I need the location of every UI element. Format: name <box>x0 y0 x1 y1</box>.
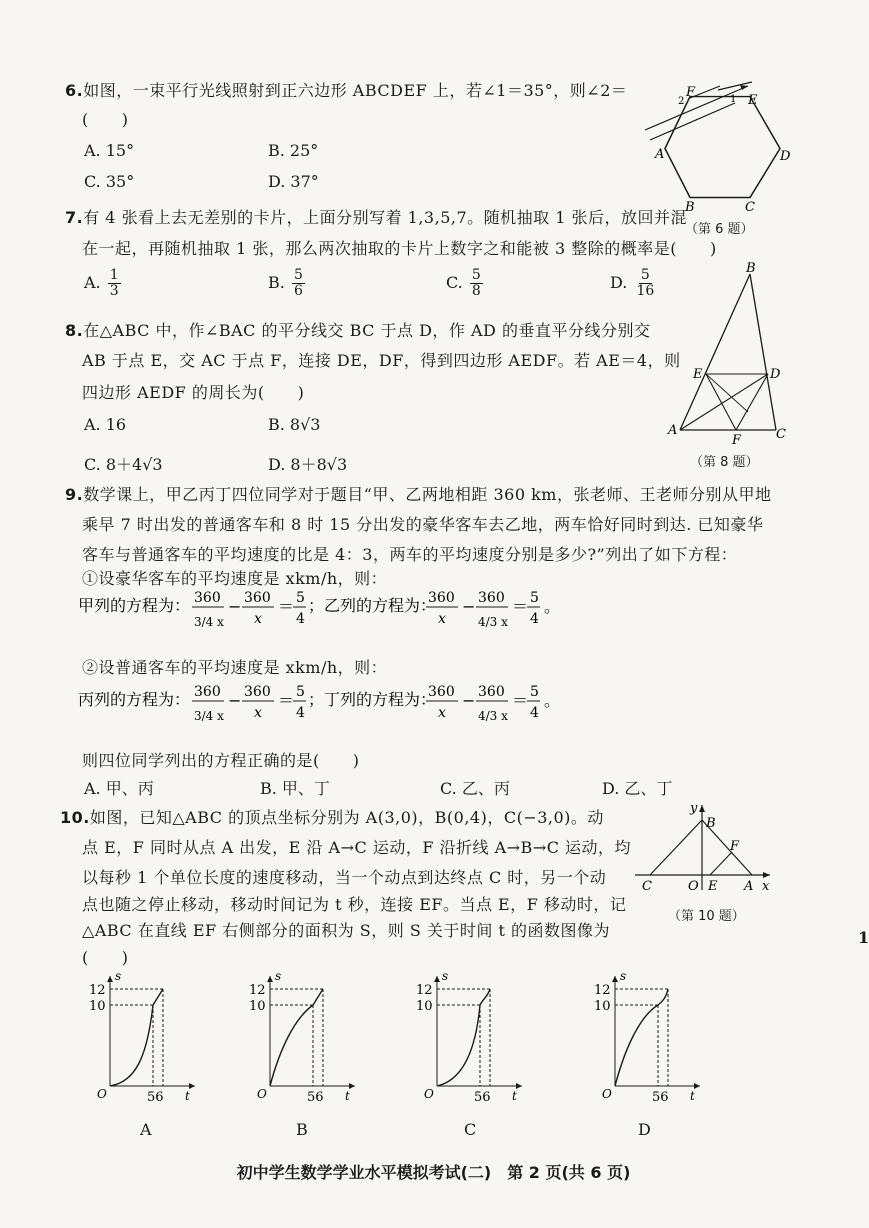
q8-label-d: D <box>770 367 781 382</box>
origin: O <box>257 1087 267 1101</box>
q7-option-d-fraction <box>634 268 656 299</box>
equals: ＝ <box>512 597 529 616</box>
den-x: x <box>438 611 446 627</box>
q7-option-c-fraction <box>470 268 483 299</box>
q7-option-a <box>84 268 123 299</box>
tick-12: 12 <box>416 983 433 998</box>
q10-graph-d <box>590 968 710 1108</box>
axis-t: t <box>185 1089 190 1103</box>
q6-figure-hexagon <box>630 78 800 215</box>
q6-label-angle2: 2 <box>678 96 685 107</box>
axis-s: s <box>442 969 449 983</box>
tick-10: 10 <box>249 999 266 1014</box>
q7-option-a-fraction <box>108 268 121 299</box>
origin: O <box>97 1087 107 1101</box>
q6-label-c: C <box>745 200 755 215</box>
q10-label-x: x <box>762 879 770 894</box>
q9-option-a: A. 甲、丙 <box>84 779 154 798</box>
q6-label-b: B <box>685 200 695 215</box>
axis-t: t <box>690 1089 695 1103</box>
q7-stem-2: 在一起，再随机抽取 1 张，那么两次抽取的卡片上数字之和能被 3 整除的概率是( ) <box>82 239 717 258</box>
frac-3-4x: 3/4 x <box>194 615 224 629</box>
q7-option-b-fraction <box>292 268 305 299</box>
q9-option-b: B. 甲、丁 <box>260 779 330 798</box>
q6-label-a: A <box>655 147 665 162</box>
equals: ＝ <box>278 597 295 616</box>
q10-stem-1 <box>60 805 604 828</box>
equals: ＝ <box>278 691 295 710</box>
num-360: 360 <box>428 684 455 700</box>
q10-text-1: 如图，已知△ABC 的顶点坐标分别为 A(3,0)，B(0,4)，C(−3,0)。动 <box>89 808 604 827</box>
q7-option-c <box>446 268 485 299</box>
num-360: 360 <box>194 684 221 700</box>
num-360: 360 <box>478 684 505 700</box>
tick-12: 12 <box>594 983 611 998</box>
tick-56: 56 <box>474 1090 491 1105</box>
minus: − <box>462 691 476 710</box>
q8-stem-1 <box>65 318 650 341</box>
num-5: 5 <box>296 590 305 606</box>
minus: − <box>228 597 242 616</box>
q10-label-o: O <box>688 879 699 894</box>
q9-stem-1 <box>65 482 771 505</box>
frac-den: 16 <box>636 283 655 299</box>
num-360: 360 <box>428 590 455 606</box>
frac-3-4x: 3/4 x <box>194 709 224 723</box>
q8-text-1: 在△ABC 中，作∠BAC 的平分线交 BC 于点 D，作 AD 的垂直平分线分别交 <box>83 321 651 340</box>
axis-t: t <box>512 1089 517 1103</box>
q6-option-c: C. 35° <box>84 172 135 191</box>
q9-case-1: ①设豪华客车的平均速度是 xkm/h，则： <box>82 569 388 588</box>
period: 。 <box>544 597 561 616</box>
q9-equations-row-2 <box>78 680 578 740</box>
tick-12: 12 <box>249 983 266 998</box>
q10-label-e: E <box>708 879 718 894</box>
q10-stem-2: 点 E，F 同时从点 A 出发，E 沿 A→C 运动，F 沿折线 A→B→C 运动，均 <box>82 838 632 857</box>
q8-number: 8. <box>65 321 84 340</box>
q9-option-d: D. 乙、丁 <box>602 779 673 798</box>
num-360: 360 <box>244 590 271 606</box>
q9-stem-3: 客车与普通客车的平均速度的比是 4：3，两车的平均速度分别是多少?”列出了如下方程： <box>82 545 738 564</box>
axis-s: s <box>115 969 122 983</box>
q8-label-f: F <box>732 433 742 448</box>
num-360: 360 <box>244 684 271 700</box>
q9-option-c: C. 乙、丙 <box>440 779 510 798</box>
tick-12: 12 <box>89 983 106 998</box>
origin: O <box>424 1087 434 1101</box>
q7-option-b-letter: B. <box>268 273 285 292</box>
q8-option-a: A. 16 <box>84 415 127 434</box>
q7-stem-1 <box>65 205 687 228</box>
margin-mark: 1 <box>858 928 869 947</box>
axis-t: t <box>345 1089 350 1103</box>
q7-option-c-letter: C. <box>446 273 463 292</box>
q6-caption: （第 6 题） <box>685 222 754 237</box>
frac-num: 5 <box>640 267 650 283</box>
q6-label-f: F <box>686 85 696 100</box>
q10-stem-4: 点也随之停止移动，移动时间记为 t 秒，连接 EF。当点 E，F 移动时，记 <box>82 895 627 914</box>
axis-s: s <box>620 969 627 983</box>
q10-graph-c <box>412 968 532 1108</box>
frac-num: 5 <box>471 267 481 283</box>
q6-label-e: E <box>748 93 758 108</box>
q6-option-d: D. 37° <box>268 172 319 191</box>
frac-num: 5 <box>293 267 303 283</box>
q7-option-a-letter: A. <box>84 273 101 292</box>
page-footer: 初中学生数学学业水平模拟考试(二) 第 2 页(共 6 页) <box>236 1163 631 1182</box>
frac-4-3x: 4/3 x <box>478 709 508 723</box>
q10-caption: （第 10 题） <box>668 909 745 924</box>
q6-label-angle1: 1 <box>730 94 737 105</box>
tick-56: 56 <box>307 1090 324 1105</box>
q10-figure-coordinate <box>630 800 780 895</box>
q6-stem <box>65 78 627 101</box>
num-360: 360 <box>194 590 221 606</box>
q9-yi-label: ；乙列的方程为： <box>308 596 437 615</box>
num-5: 5 <box>296 684 305 700</box>
tick-56: 56 <box>652 1090 669 1105</box>
frac-den: 6 <box>293 283 303 299</box>
q8-label-a: A <box>668 423 678 438</box>
tick-56: 56 <box>147 1090 164 1105</box>
q9-equations-row-1 <box>78 586 578 646</box>
q6-text: 如图，一束平行光线照射到正六边形 ABCDEF 上，若∠1＝35°，则∠2＝ <box>83 81 628 100</box>
q7-option-d-letter: D. <box>610 273 628 292</box>
q7-text-1: 有 4 张看上去无差别的卡片，上面分别写着 1,3,5,7。随机抽取 1 张后，放回并混 <box>83 208 687 227</box>
q6-number: 6. <box>65 81 84 100</box>
den-4: 4 <box>530 705 539 721</box>
q9-ding-label: ；丁列的方程为： <box>308 690 437 709</box>
tick-10: 10 <box>89 999 106 1014</box>
origin: O <box>602 1087 612 1101</box>
q10-label-c: C <box>642 879 652 894</box>
q6-option-b: B. 25° <box>268 141 319 160</box>
num-5: 5 <box>530 684 539 700</box>
q9-ask: 则四位同学列出的方程正确的是( ) <box>82 751 360 770</box>
q8-option-d: D. 8＋8√3 <box>268 455 348 474</box>
frac-num: 1 <box>109 267 119 283</box>
q9-case-2: ②设普通客车的平均速度是 xkm/h，则： <box>82 658 388 677</box>
q10-label-y: y <box>690 801 698 816</box>
num-5: 5 <box>530 590 539 606</box>
tick-10: 10 <box>594 999 611 1014</box>
q10-stem-3: 以每秒 1 个单位长度的速度移动，当一个动点到达终点 C 时，另一个动 <box>82 868 607 887</box>
equals: ＝ <box>512 691 529 710</box>
q10-graph-b <box>245 968 365 1108</box>
q7-option-b <box>268 268 307 299</box>
den-x: x <box>438 705 446 721</box>
q7-number: 7. <box>65 208 84 227</box>
q10-label-a: A <box>744 879 754 894</box>
q10-graph-a-label: A <box>140 1120 152 1139</box>
q8-option-c: C. 8＋4√3 <box>84 455 163 474</box>
q8-stem-3: 四边形 AEDF 的周长为( ) <box>82 383 305 402</box>
den-4: 4 <box>296 705 305 721</box>
q8-stem-2: AB 于点 E，交 AC 于点 F，连接 DE，DF，得到四边形 AEDF。若 AE＝4，则 <box>82 351 681 370</box>
q9-jia-label: 甲列的方程为： <box>78 596 191 615</box>
q6-label-d: D <box>780 149 791 164</box>
q9-number: 9. <box>65 485 84 504</box>
q9-stem-2: 乘早 7 时出发的普通客车和 8 时 15 分出发的豪华客车去乙地，两车恰好同时到达. 已知豪华 <box>82 515 764 534</box>
den-x: x <box>254 705 262 721</box>
q8-option-b: B. 8√3 <box>268 415 321 434</box>
q10-label-f: F <box>730 839 740 854</box>
q8-label-c: C <box>776 427 786 442</box>
q10-stem-5: △ABC 在直线 EF 右侧部分的面积为 S，则 S 关于时间 t 的函数图像为 <box>82 921 610 940</box>
den-4: 4 <box>296 611 305 627</box>
frac-den: 3 <box>109 283 119 299</box>
q10-graph-b-label: B <box>296 1120 308 1139</box>
q10-number: 10. <box>60 808 90 827</box>
q8-label-e: E <box>693 367 703 382</box>
q8-label-b: B <box>746 261 756 276</box>
q9-text-1: 数学课上，甲乙丙丁四位同学对于题目“甲、乙两地相距 360 km，张老师、王老师分别从甲地 <box>83 485 772 504</box>
den-x: x <box>254 611 262 627</box>
q10-label-b: B <box>706 816 716 831</box>
q10-paren: ( ) <box>82 948 129 967</box>
tick-10: 10 <box>416 999 433 1014</box>
q6-option-a: A. 15° <box>84 141 135 160</box>
q9-bing-label: 丙列的方程为： <box>78 690 191 709</box>
minus: − <box>462 597 476 616</box>
q6-paren: ( ) <box>82 110 129 129</box>
den-4: 4 <box>530 611 539 627</box>
period: 。 <box>544 691 561 710</box>
frac-4-3x: 4/3 x <box>478 615 508 629</box>
q10-graph-d-label: D <box>638 1120 651 1139</box>
q10-graph-a <box>85 968 205 1108</box>
axis-s: s <box>275 969 282 983</box>
q10-graph-c-label: C <box>464 1120 477 1139</box>
frac-den: 8 <box>471 283 481 299</box>
num-360: 360 <box>478 590 505 606</box>
q8-caption: （第 8 题） <box>690 455 759 470</box>
q8-figure-triangle <box>668 262 798 447</box>
q7-option-d <box>610 268 658 299</box>
minus: − <box>228 691 242 710</box>
